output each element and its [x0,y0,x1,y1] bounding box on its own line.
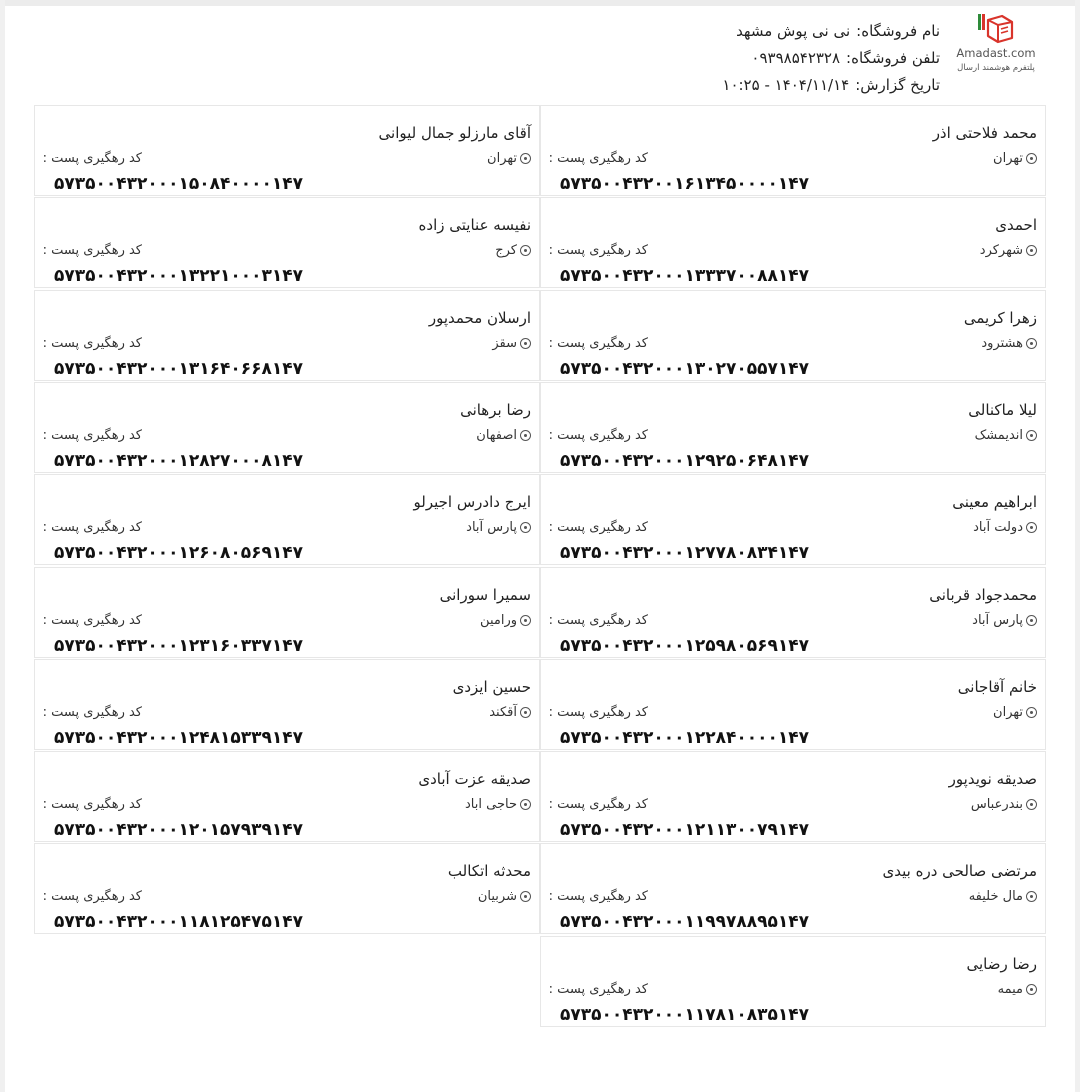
city-label: اصفهان [476,427,517,443]
city-label: بندرعباس [970,797,1023,813]
recipient-city [993,151,1037,166]
tracking-code: ۵۷۳۵۰۰۴۳۲۰۰۰۱۲۰۱۵۷۹۳۹۱۴۷ [53,820,303,841]
recipient-city [492,336,531,351]
recipient-city [465,797,531,812]
recipient-city [973,520,1037,535]
recipient-city [466,520,531,535]
tracking-code: ۵۷۳۵۰۰۴۳۲۰۰۰۱۲۴۸۱۵۳۳۹۱۴۷ [53,727,303,748]
tracking-label: کد رهگیری پست : [548,243,648,259]
recipient-city [971,797,1037,812]
location-pin-icon [520,338,531,349]
tracking-label: کد رهگیری پست : [548,427,648,443]
location-pin-icon [1026,891,1037,902]
city-label: پارس آباد [972,612,1023,628]
tracking-label: کد رهگیری پست : [548,797,648,813]
tracking-label: کد رهگیری پست : [42,243,142,259]
recipient-name: صدیقه نویدپور [948,770,1037,789]
shop-phone-line [620,45,940,72]
recipient-city [981,336,1037,351]
location-pin-icon [520,245,531,256]
shipment-card [540,567,1046,658]
shipment-card [34,197,540,288]
tracking-code: ۵۷۳۵۰۰۴۳۲۰۰۰۱۳۱۶۴۰۶۶۸۱۴۷ [53,358,303,379]
tracking-label: کد رهگیری پست : [548,981,648,997]
recipient-city [495,243,531,258]
shop-name: نی نی پوش مشهد [736,22,851,40]
location-pin-icon [520,153,531,164]
recipient-city [969,889,1037,904]
location-pin-icon [520,430,531,441]
tracking-code: ۵۷۳۵۰۰۴۳۲۰۰۰۱۲۶۰۸۰۵۶۹۱۴۷ [53,543,303,564]
tracking-code: ۵۷۳۵۰۰۴۳۲۰۰۰۱۵۰۸۴۰۰۰۰۱۴۷ [53,174,303,194]
shipment-card [34,751,540,842]
city-label: تهران [993,704,1023,720]
tracking-code: ۵۷۳۵۰۰۴۳۲۰۰۰۱۳۳۳۷۰۰۸۸۱۴۷ [559,266,809,287]
tracking-label: کد رهگیری پست : [42,151,142,166]
shipment-card [540,936,1046,1027]
recipient-name: ابراهیم معینی [952,493,1037,512]
city-label: ورامین [480,612,517,628]
city-label: تهران [993,151,1023,166]
recipient-city [972,613,1037,628]
shipment-card [34,474,540,565]
amadast-logo-icon [972,10,1016,46]
report-date-line [620,72,940,99]
recipient-name: محمدجواد قربانی [929,585,1037,604]
city-label: اندیمشک [974,427,1023,443]
recipient-name: ارسلان محمدپور [428,308,531,327]
shipment-card [540,843,1046,934]
brand-logo [948,10,1044,76]
shipment-card [540,382,1046,473]
page-edge [1075,0,1080,1092]
recipient-name: لیلا ماکنالی [968,400,1037,419]
tracking-label: کد رهگیری پست : [42,520,142,536]
location-pin-icon [520,891,531,902]
recipient-city [476,428,531,443]
report-date: ۱۴۰۴/۱۱/۱۴ - ۱۰:۲۵ [722,76,850,94]
city-label: میمه [997,981,1023,997]
recipient-name: احمدی [995,216,1037,235]
city-label: مال خلیفه [968,889,1023,905]
location-pin-icon [1026,245,1037,256]
recipient-city [993,705,1037,720]
location-pin-icon [520,707,531,718]
recipient-name: رضا رضایی [966,954,1037,973]
location-pin-icon [1026,615,1037,626]
tracking-label: کد رهگیری پست : [42,427,142,443]
tracking-label: کد رهگیری پست : [548,612,648,628]
shipment-card [540,105,1046,196]
recipient-city [980,243,1037,258]
shop-name-label: نام فروشگاه: [856,22,940,40]
shipment-card [540,197,1046,288]
shipment-card [540,290,1046,381]
tracking-code: ۵۷۳۵۰۰۴۳۲۰۰۰۱۳۲۲۱۰۰۰۳۱۴۷ [53,266,303,287]
shipment-card [34,105,540,196]
recipient-city [489,705,531,720]
recipient-name: ایرج دادرس اجیرلو [413,493,531,512]
tracking-code: ۵۷۳۵۰۰۴۳۲۰۰۱۶۱۳۴۵۰۰۰۰۱۴۷ [559,174,809,194]
page-edge [0,0,5,1092]
city-label: شهرکرد [979,243,1023,259]
shop-info [620,18,940,99]
tracking-label: کد رهگیری پست : [548,520,648,536]
city-label: دولت آباد [973,520,1023,536]
location-pin-icon [1026,430,1037,441]
tracking-label: کد رهگیری پست : [42,797,142,813]
recipient-name: محدثه اتکالب [447,862,531,881]
location-pin-icon [1026,984,1037,995]
shop-phone: ۰۹۳۹۸۵۴۲۳۲۸ [751,49,841,67]
page-edge [0,0,1080,6]
shipment-card [540,659,1046,750]
tracking-label: کد رهگیری پست : [548,704,648,720]
recipient-name: حسین ایزدی [452,677,531,696]
recipient-city [487,151,531,166]
shipment-card [34,567,540,658]
tracking-code: ۵۷۳۵۰۰۴۳۲۰۰۰۱۲۸۲۷۰۰۰۸۱۴۷ [53,450,303,471]
recipient-name: سمیرا سورانی [439,585,531,604]
shipment-card [34,659,540,750]
city-label: هشترود [981,335,1023,351]
location-pin-icon [520,615,531,626]
recipient-name: آقای مارزلو جمال لیوانی [378,124,531,142]
city-label: سقز [492,335,517,351]
tracking-code: ۵۷۳۵۰۰۴۳۲۰۰۰۱۳۰۲۷۰۵۵۷۱۴۷ [559,358,809,379]
report-date-label: تاریخ گزارش: [855,76,940,94]
tracking-label: کد رهگیری پست : [42,704,142,720]
recipient-name: زهرا کریمی [963,308,1037,327]
recipient-name: صدیقه عزت آبادی [418,770,531,789]
tracking-label: کد رهگیری پست : [42,335,142,351]
recipient-city [998,982,1037,997]
city-label: شربیان [477,889,517,905]
recipient-name: محمد فلاحتی اذر [932,124,1037,142]
brand-name: Amadast.com [956,46,1036,60]
tracking-code: ۵۷۳۵۰۰۴۳۲۰۰۰۱۱۷۸۱۰۸۳۵۱۴۷ [559,1004,809,1025]
tracking-label: کد رهگیری پست : [548,335,648,351]
city-label: پارس آباد [466,520,517,536]
tracking-code: ۵۷۳۵۰۰۴۳۲۰۰۰۱۲۵۹۸۰۵۶۹۱۴۷ [559,635,809,656]
shop-name-line [620,18,940,45]
tracking-label: کد رهگیری پست : [42,612,142,628]
tracking-label: کد رهگیری پست : [42,889,142,905]
location-pin-icon [1026,799,1037,810]
location-pin-icon [1026,153,1037,164]
location-pin-icon [1026,707,1037,718]
shipment-card [540,474,1046,565]
location-pin-icon [1026,338,1037,349]
shipment-card [34,382,540,473]
tracking-label: کد رهگیری پست : [548,889,648,905]
tracking-code: ۵۷۳۵۰۰۴۳۲۰۰۰۱۲۳۱۶۰۳۳۷۱۴۷ [53,635,303,656]
tracking-code: ۵۷۳۵۰۰۴۳۲۰۰۰۱۱۸۱۲۵۴۷۵۱۴۷ [53,912,303,933]
city-label: تهران [487,151,517,166]
recipient-name: مرتضی صالحی دره بیدی [882,862,1037,881]
city-label: کرج [495,243,517,259]
shipment-card [540,751,1046,842]
location-pin-icon [520,799,531,810]
tracking-code: ۵۷۳۵۰۰۴۳۲۰۰۰۱۲۷۷۸۰۸۳۴۱۴۷ [559,543,809,564]
shipment-card [34,290,540,381]
recipient-name: رضا برهانی [460,400,531,419]
tracking-code: ۵۷۳۵۰۰۴۳۲۰۰۰۱۲۹۲۵۰۶۴۸۱۴۷ [559,450,809,471]
shipment-card [34,843,540,934]
tracking-code: ۵۷۳۵۰۰۴۳۲۰۰۰۱۱۹۹۷۸۸۹۵۱۴۷ [559,912,809,933]
recipient-city [975,428,1037,443]
shop-phone-label: تلفن فروشگاه: [846,49,940,67]
recipient-city [478,889,531,904]
brand-tagline: پلتفرم هوشمند ارسال [957,63,1035,73]
city-label: آقکند [489,704,517,720]
recipient-name: خانم آقاجانی [957,677,1037,696]
recipient-name: نفیسه عنایتی زاده [418,216,531,235]
location-pin-icon [1026,522,1037,533]
tracking-label: کد رهگیری پست : [548,151,648,166]
tracking-code: ۵۷۳۵۰۰۴۳۲۰۰۰۱۲۲۸۴۰۰۰۰۱۴۷ [559,727,809,748]
location-pin-icon [520,522,531,533]
city-label: حاجی اباد [465,797,517,813]
recipient-city [480,613,531,628]
tracking-code: ۵۷۳۵۰۰۴۳۲۰۰۰۱۲۱۱۳۰۰۷۹۱۴۷ [559,820,809,841]
